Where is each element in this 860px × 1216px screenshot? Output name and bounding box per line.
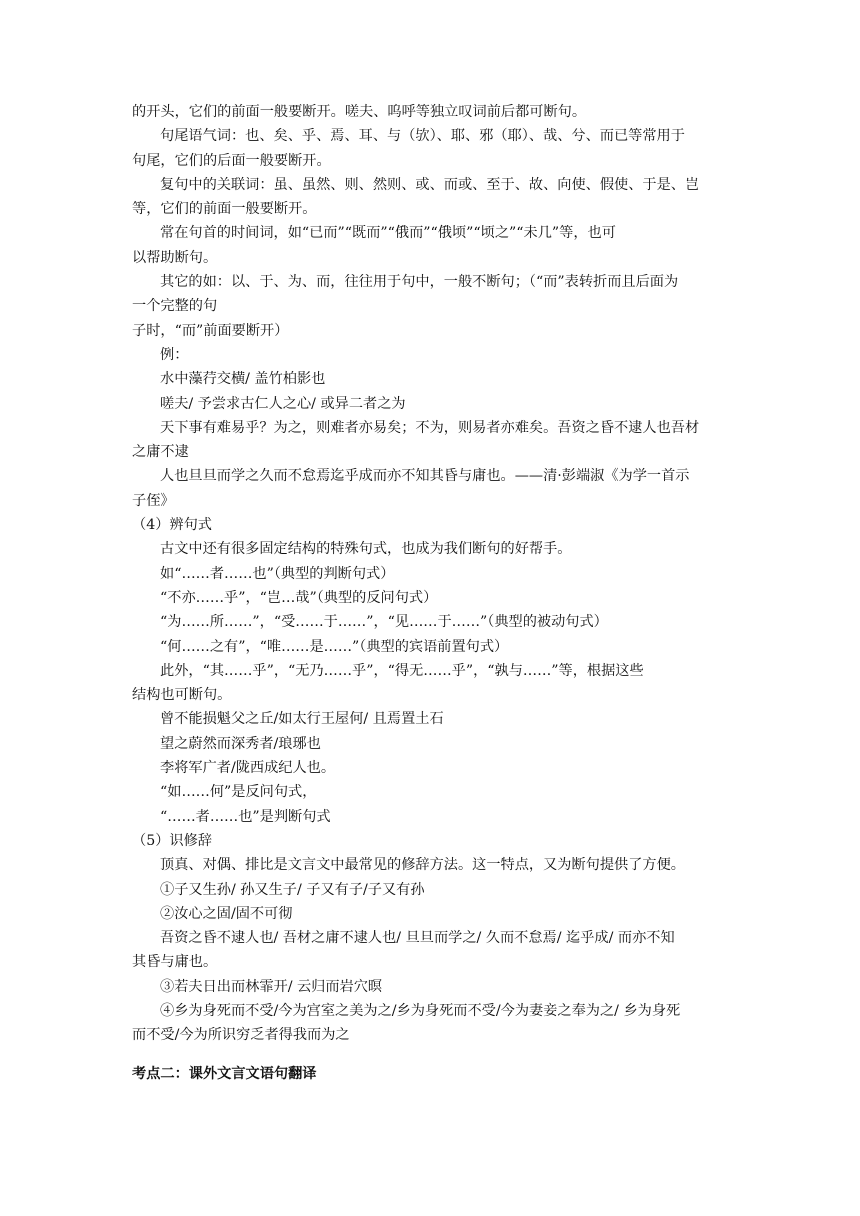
text-line: 之庸不逮 [132, 444, 189, 461]
text-line: 子时，“而”前面要断开） [132, 322, 289, 339]
text-line: 天下事有难易乎？为之，则难者亦易矣；不为，则易者亦难矣。吾资之昏不逮人也吾材 [160, 419, 700, 436]
text-line: 曾不能损魁父之丘/如太行王屋何/ 且焉置土石 [160, 711, 444, 728]
text-line: 如“……者……也”（典型的判断句式） [160, 565, 395, 582]
text-line: 吾资之昏不逮人也/ 吾材之庸不逮人也/ 旦旦而学之/ 久而不怠焉/ 迄乎成/ 而亦不知 [160, 930, 675, 947]
text-line: （4）辨句式 [132, 517, 212, 534]
document-body [132, 100, 732, 1048]
text-line: 子侄》 [132, 492, 175, 509]
text-line: 人也旦旦而学之久而不怠焉迄乎成而亦不知其昏与庸也。——清·彭端淑《为学一首示 [160, 468, 690, 485]
text-line: “如……何”是反问句式， [160, 784, 317, 801]
text-line: 古文中还有很多固定结构的特殊句式，也成为我们断句的好帮手。 [160, 541, 572, 558]
text-line: ①子又生孙/ 孙又生子/ 子又有子/子又有孙 [160, 881, 425, 898]
text-line: 嗟夫/ 予尝求古仁人之心/ 或异二者之为 [160, 395, 406, 412]
text-line: 而不受/今为所识穷乏者得我而为之 [132, 1027, 350, 1044]
text-line: 望之蔚然而深秀者/琅琊也 [160, 735, 321, 752]
text-line: 句尾，它们的后面一般要断开。 [132, 152, 331, 169]
text-line: 等，它们的前面一般要断开。 [132, 201, 317, 218]
text-line: ④乡为身死而不受/今为宫室之美为之/乡为身死而不受/今为妻妾之奉为之/ 乡为身死 [160, 1002, 681, 1019]
text-line: 句尾语气词：也、矣、乎、焉、耳、与（欤）、耶、邪（耶）、哉、兮、而已等常用于 [160, 128, 685, 145]
text-line: 例： [160, 346, 189, 363]
text-line: 顶真、对偶、排比是文言文中最常见的修辞方法。这一特点，又为断句提供了方便。 [160, 857, 685, 874]
text-line: ③若夫日出而林霏开/ 云归而岩穴暝 [160, 978, 383, 995]
text-line: 复句中的关联词：虽、虽然、则、然则、或、而或、至于、故、向使、假使、于是、岂 [160, 176, 700, 193]
text-line: “为……所……”，“受……于……”，“见……于……”（典型的被动句式） [160, 614, 608, 631]
section-heading: 考点二：课外文言文语句翻译 [132, 1065, 317, 1082]
text-line: 其昏与庸也。 [132, 954, 218, 971]
text-line: 结构也可断句。 [132, 687, 232, 704]
text-line: 的开头，它们的前面一般要断开。嗟夫、呜呼等独立叹词前后都可断句。 [132, 104, 587, 120]
text-line: “……者……也”是判断句式 [160, 808, 331, 825]
text-line: 其它的如：以、于、为、而，往往用于句中，一般不断句；（“而”表转折而且后面为 [160, 274, 679, 291]
text-line: ②汝心之固/固不可彻 [160, 905, 293, 922]
text-line: “何……之有”，“唯……是……”（典型的宾语前置句式） [160, 638, 509, 655]
text-line: 常在句首的时间词，如“已而”“既而”“俄而”“俄顷”“顷之”“未几”等，也可 [160, 225, 616, 242]
text-line: 水中藻荇交横/ 盖竹柏影也 [160, 371, 326, 388]
text-line: 此外，“其……乎”，“无乃……乎”，“得无……乎”，“孰与……”等，根据这些 [160, 662, 644, 679]
text-line: 一个完整的句 [132, 298, 218, 315]
text-line: 以帮助断句。 [132, 249, 218, 266]
text-line: “不亦……乎”，“岂…哉”（典型的反问句式） [160, 589, 438, 606]
text-line: （5）识修辞 [132, 832, 212, 849]
text-line: 李将军广者/陇西成纪人也。 [160, 760, 336, 777]
